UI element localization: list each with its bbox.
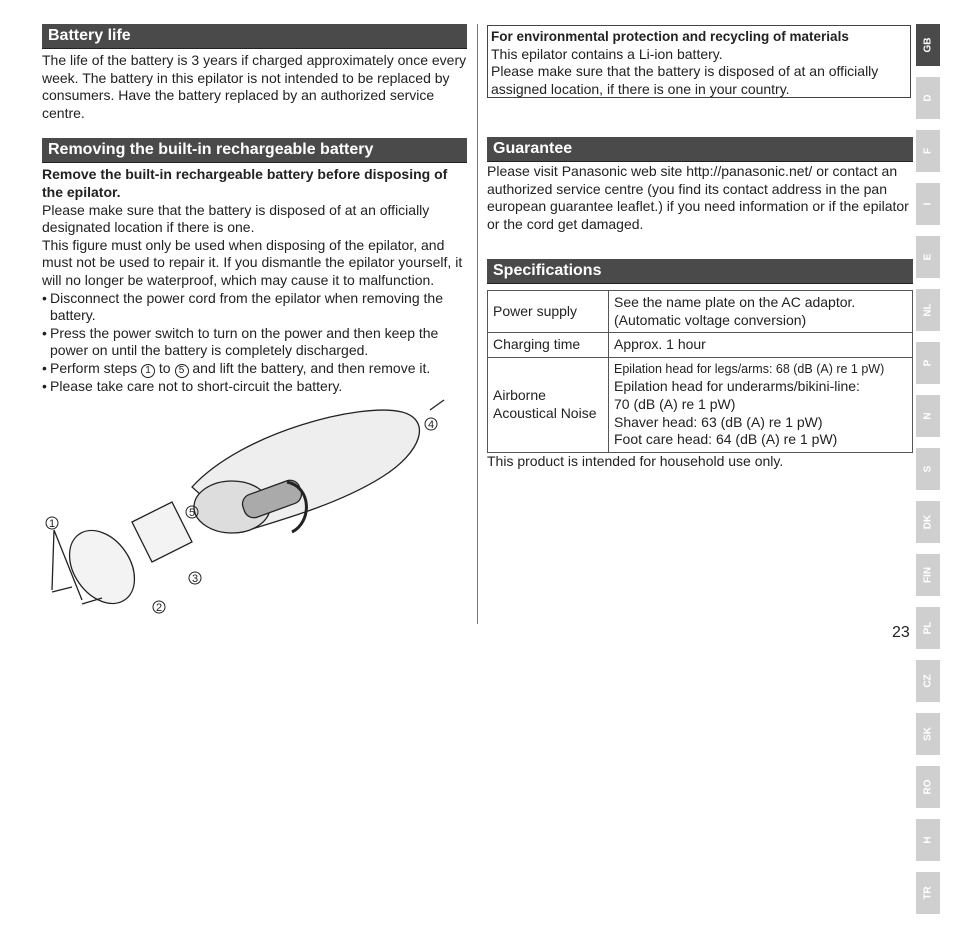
tab-e[interactable]: E [916, 236, 940, 278]
tab-s[interactable]: S [916, 448, 940, 490]
bullet-text-part: Perform steps [50, 359, 138, 376]
spec-label: Power supply [488, 291, 609, 333]
label-3: 3 [192, 573, 199, 585]
bullet-text [50, 360, 430, 378]
environment-box [487, 25, 911, 98]
screw [52, 587, 72, 592]
specifications-heading: Specifications [487, 259, 913, 284]
guarantee-text: Please visit Panasonic web site http://panasonic.net/ or contact an authorized service centre (you find its contact address in the pan european guarantee leaflet.) if you need information or if the epilator or the cord get damaged. [487, 163, 909, 232]
tab-cz[interactable]: CZ [916, 660, 940, 702]
noise-line: Epilation head for underarms/bikini-line: [614, 378, 860, 395]
screw [430, 400, 444, 410]
table-row [488, 333, 913, 358]
step-marker: 5 [175, 364, 189, 378]
tab-nl[interactable]: NL [916, 289, 940, 331]
bullet-item: • Perform steps 1 to 5 and lift the battery, and then remove it. [42, 359, 431, 376]
tab-pl[interactable]: PL [916, 607, 940, 649]
env-paragraph-1: This epilator contains a Li-ion battery. [491, 45, 723, 62]
spec-label: Charging time [488, 333, 609, 358]
table-row [488, 357, 913, 452]
table-row [488, 291, 913, 333]
bullet-text: Please take care not to short-circuit the battery. [50, 377, 343, 394]
tab-n[interactable]: N [916, 395, 940, 437]
removing-bold-instruction: Remove the built-in rechargeable battery before disposing of the epilator. [42, 166, 448, 200]
battery-holder [132, 502, 192, 562]
label-5: 5 [189, 507, 196, 519]
end-cap [56, 518, 148, 616]
tab-tr[interactable]: TR [916, 872, 940, 914]
bullet-item: • Please take care not to short-circuit the battery. [42, 377, 343, 394]
guarantee-heading: Guarantee [487, 137, 913, 162]
spec-value: See the name plate on the AC adaptor. (Automatic voltage conversion) [609, 291, 913, 333]
tab-p[interactable]: P [916, 342, 940, 384]
battery-life-text: The life of the battery is 3 years if charged approximately once every week. The battery in this epilator is not intended to be replaced by consumers. Have the battery replaced by an authorized service centre. [42, 52, 467, 121]
label-4: 4 [428, 419, 435, 431]
noise-line: Foot care head: 64 (dB (A) re 1 pW) [614, 431, 838, 448]
household-note: This product is intended for household use only. [487, 453, 784, 469]
spec-value: Approx. 1 hour [609, 333, 913, 358]
removing-paragraph-1: Please make sure that the battery is disposed of at an officially designated location if there is one. [42, 201, 430, 236]
language-tabs [916, 24, 954, 925]
spec-value [609, 357, 913, 452]
specifications-table [487, 290, 913, 453]
bullet-text: Disconnect the power cord from the epilator when removing the battery. [50, 289, 443, 324]
spec-label: Airborne Acoustical Noise [488, 357, 609, 452]
bullet-text-part: to [158, 359, 171, 376]
label-1: 1 [49, 518, 56, 530]
specifications-section [487, 259, 913, 284]
tab-d[interactable]: D [916, 77, 940, 119]
tab-gb[interactable]: GB [916, 24, 940, 66]
guarantee-section [487, 137, 913, 233]
removing-battery-heading: Removing the built-in rechargeable battery [42, 138, 467, 163]
bullet-item: • Disconnect the power cord from the epilator when removing the battery. [42, 290, 467, 325]
env-title: For environmental protection and recycling of materials [491, 29, 849, 44]
removing-paragraph-2: This figure must only be used when disposing of the epilator, and must not be used to repair it. If you dismantle the epilator yourself, it will no longer be waterproof, which may cause it to malfunction. [42, 236, 463, 288]
env-paragraph-2: Please make sure that the battery is disposed of at an officially assigned location, if there is one in your country. [491, 63, 879, 97]
left-column [42, 24, 467, 396]
noise-line: Epilation head for legs/arms: 68 (dB (A) re 1 pW) [614, 361, 885, 376]
tab-sk[interactable]: SK [916, 713, 940, 755]
bullet-text: Press the power switch to turn on the power and then keep the power on until the battery is completely discharged. [50, 324, 439, 359]
tab-dk[interactable]: DK [916, 501, 940, 543]
tab-i[interactable]: I [916, 183, 940, 225]
bullet-text-part: and lift the battery, and then remove it. [192, 359, 431, 376]
tab-ro[interactable]: RO [916, 766, 940, 808]
battery-life-heading: Battery life [42, 24, 467, 49]
page-number: 23 [892, 624, 910, 641]
column-divider [477, 24, 478, 624]
step-marker: 1 [141, 364, 155, 378]
tab-f[interactable]: F [916, 130, 940, 172]
noise-line: Shaver head: 63 (dB (A) re 1 pW) [614, 413, 823, 430]
epilator-exploded-diagram [42, 392, 472, 622]
noise-line: 70 (dB (A) re 1 pW) [614, 395, 736, 412]
bullet-item: • Press the power switch to turn on the power and then keep the power on until the battery is completely discharged. [42, 325, 467, 360]
tab-h[interactable]: H [916, 819, 940, 861]
tab-fin[interactable]: FIN [916, 554, 940, 596]
label-2: 2 [156, 602, 163, 614]
